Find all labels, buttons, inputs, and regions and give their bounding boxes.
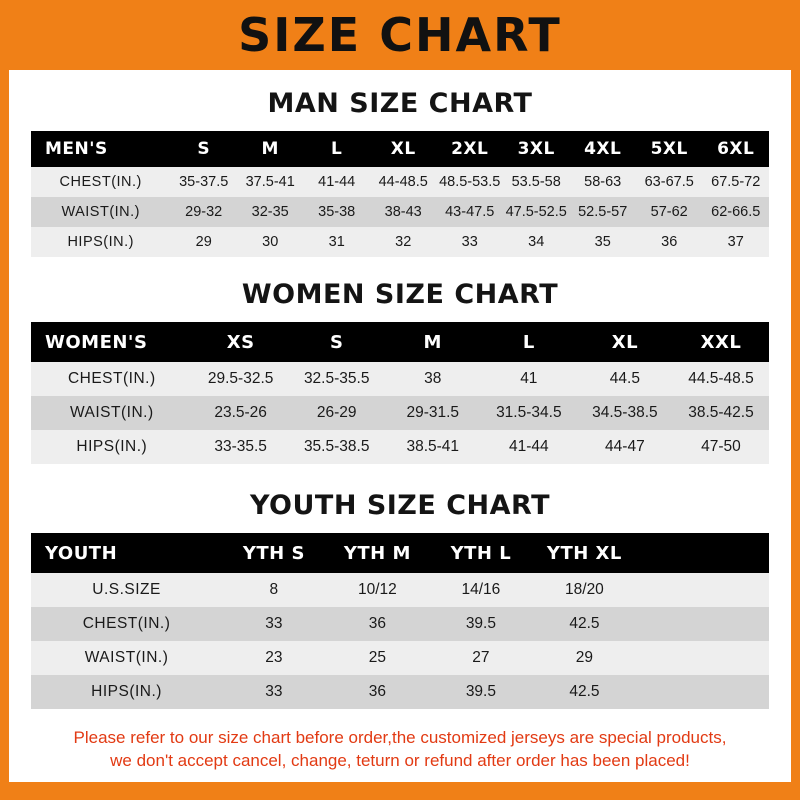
header-cell: XXL (700, 331, 742, 353)
header-cell: XL (390, 139, 416, 159)
table-cell: 62-66.5 (711, 204, 761, 220)
table-cell: 44.5-48.5 (688, 370, 754, 387)
table-cell: 35-38 (318, 204, 356, 220)
row-label: WAIST(IN.) (69, 404, 154, 421)
table-cell: 29-31.5 (406, 404, 460, 421)
table-cell: 37.5-41 (245, 174, 295, 190)
youth-section-title: YOUTH SIZE CHART (249, 490, 551, 521)
table-cell: 38.5-42.5 (688, 404, 754, 421)
table-cell: 41-44 (318, 174, 356, 190)
table-row (31, 430, 769, 464)
table-cell: 34 (528, 234, 545, 250)
header-cell: 3XL (517, 139, 555, 159)
table-cell: 26-29 (316, 404, 357, 421)
table-row (31, 362, 769, 396)
table-cell: 41-44 (508, 438, 549, 455)
table-cell: 29 (195, 234, 212, 250)
table-cell: 35 (594, 234, 611, 250)
table-row (31, 573, 769, 607)
table-cell: 33-35.5 (214, 438, 267, 455)
table-spacer (636, 607, 769, 641)
table-cell: 33 (265, 683, 283, 700)
table-cell: 23 (265, 649, 283, 666)
table-cell: 42.5 (569, 615, 600, 632)
header-cell: YTH XL (546, 542, 622, 564)
table-cell: 42.5 (569, 683, 600, 700)
table-cell: 18/20 (565, 581, 604, 598)
table-cell: 44.5 (609, 370, 640, 387)
table-cell: 47.5-52.5 (505, 204, 567, 220)
table-header-row (31, 533, 769, 573)
row-label: CHEST(IN.) (67, 370, 156, 387)
header-cell: M (423, 331, 442, 353)
row-label: CHEST(IN.) (82, 615, 171, 632)
table-spacer (636, 641, 769, 675)
table-row (31, 641, 769, 675)
row-label: HIPS(IN.) (67, 234, 134, 250)
table-cell: 8 (269, 581, 279, 598)
table-cell: 29 (575, 649, 594, 666)
row-label: CHEST(IN.) (59, 174, 142, 190)
header-cell: 2XL (451, 139, 489, 159)
table-cell: 43-47.5 (445, 204, 495, 220)
table-spacer (636, 675, 769, 709)
table-cell: 35-37.5 (179, 174, 229, 190)
table-cell: 39.5 (465, 683, 496, 700)
table-cell: 36 (661, 234, 678, 250)
header-cell: L (331, 139, 343, 159)
table-header-row (31, 131, 769, 167)
table-cell: 31 (328, 234, 345, 250)
header-cell: M (261, 139, 279, 159)
youth-size-table (31, 533, 769, 709)
table-spacer (636, 573, 769, 607)
row-label: WAIST(IN.) (84, 649, 169, 666)
table-cell: 41 (520, 370, 538, 387)
table-cell: 39.5 (465, 615, 496, 632)
table-cell: 67.5-72 (711, 174, 761, 190)
table-cell: 48.5-53.5 (439, 174, 501, 190)
table-cell: 34.5-38.5 (592, 404, 658, 421)
table-cell: 52.5-57 (578, 204, 628, 220)
header-cell: 4XL (584, 139, 622, 159)
header-cell: XS (226, 331, 255, 353)
header-cell: 5XL (650, 139, 688, 159)
men-size-table (31, 131, 769, 257)
header-cell: YOUTH (45, 542, 118, 564)
table-cell: 10/12 (357, 581, 397, 598)
table-cell: 38 (424, 370, 442, 387)
table-cell: 44-47 (605, 438, 645, 455)
table-cell: 57-62 (650, 204, 688, 220)
table-row (31, 607, 769, 641)
table-row (31, 396, 769, 430)
table-cell: 32.5-35.5 (303, 370, 370, 387)
table-cell: 37 (727, 234, 744, 250)
table-cell: 32 (395, 234, 412, 250)
footer-note (31, 727, 769, 773)
table-cell: 31.5-34.5 (496, 404, 562, 421)
table-cell: 47-50 (701, 438, 741, 455)
header-cell: MEN'S (45, 139, 108, 159)
table-cell: 29.5-32.5 (207, 370, 274, 387)
table-cell: 63-67.5 (644, 174, 694, 190)
header-cell: YTH M (343, 542, 411, 564)
men-section-title: MAN SIZE CHART (267, 88, 533, 119)
page-title: SIZE CHART (238, 8, 562, 62)
table-cell: 33 (461, 234, 478, 250)
table-cell: 30 (262, 234, 279, 250)
page-banner (0, 0, 800, 70)
table-row (31, 675, 769, 709)
table-cell: 53.5-58 (511, 174, 561, 190)
footer-note-line-1: Please refer to our size chart before order,the customized jerseys are special products, (73, 728, 727, 747)
header-spacer (636, 533, 769, 573)
row-label: HIPS(IN.) (91, 683, 162, 700)
table-cell: 23.5-26 (214, 404, 267, 421)
header-cell: S (197, 139, 211, 159)
table-row (31, 197, 769, 227)
table-cell: 27 (472, 649, 490, 666)
table-cell: 38-43 (384, 204, 422, 220)
header-cell: YTH L (450, 542, 512, 564)
header-cell: WOMEN'S (45, 331, 148, 353)
header-cell: YTH S (242, 542, 305, 564)
table-cell: 29-32 (185, 204, 223, 220)
table-cell: 44-48.5 (378, 174, 428, 190)
table-cell: 14/16 (461, 581, 501, 598)
table-cell: 36 (368, 615, 386, 632)
table-row (31, 227, 769, 257)
row-label: HIPS(IN.) (76, 438, 148, 455)
header-cell: 6XL (717, 139, 755, 159)
row-label: U.S.SIZE (92, 581, 161, 598)
table-cell: 33 (265, 615, 283, 632)
footer-note-line-2: we don't accept cancel, change, teturn or refund after order has been placed! (110, 750, 690, 770)
women-size-table (31, 322, 769, 464)
table-cell: 58-63 (584, 174, 622, 190)
header-cell: S (329, 331, 344, 353)
table-cell: 32-35 (251, 204, 289, 220)
bottom-accent-bar (0, 782, 800, 800)
header-cell: L (522, 331, 535, 353)
table-cell: 35.5-38.5 (303, 438, 370, 455)
table-cell: 25 (368, 649, 386, 666)
table-row (31, 167, 769, 197)
table-cell: 36 (368, 683, 386, 700)
row-label: WAIST(IN.) (61, 204, 140, 220)
table-cell: 38.5-41 (406, 438, 460, 455)
header-cell: XL (611, 331, 639, 353)
women-section-title: WOMEN SIZE CHART (241, 279, 559, 310)
table-header-row (31, 322, 769, 362)
chart-content (9, 88, 791, 773)
